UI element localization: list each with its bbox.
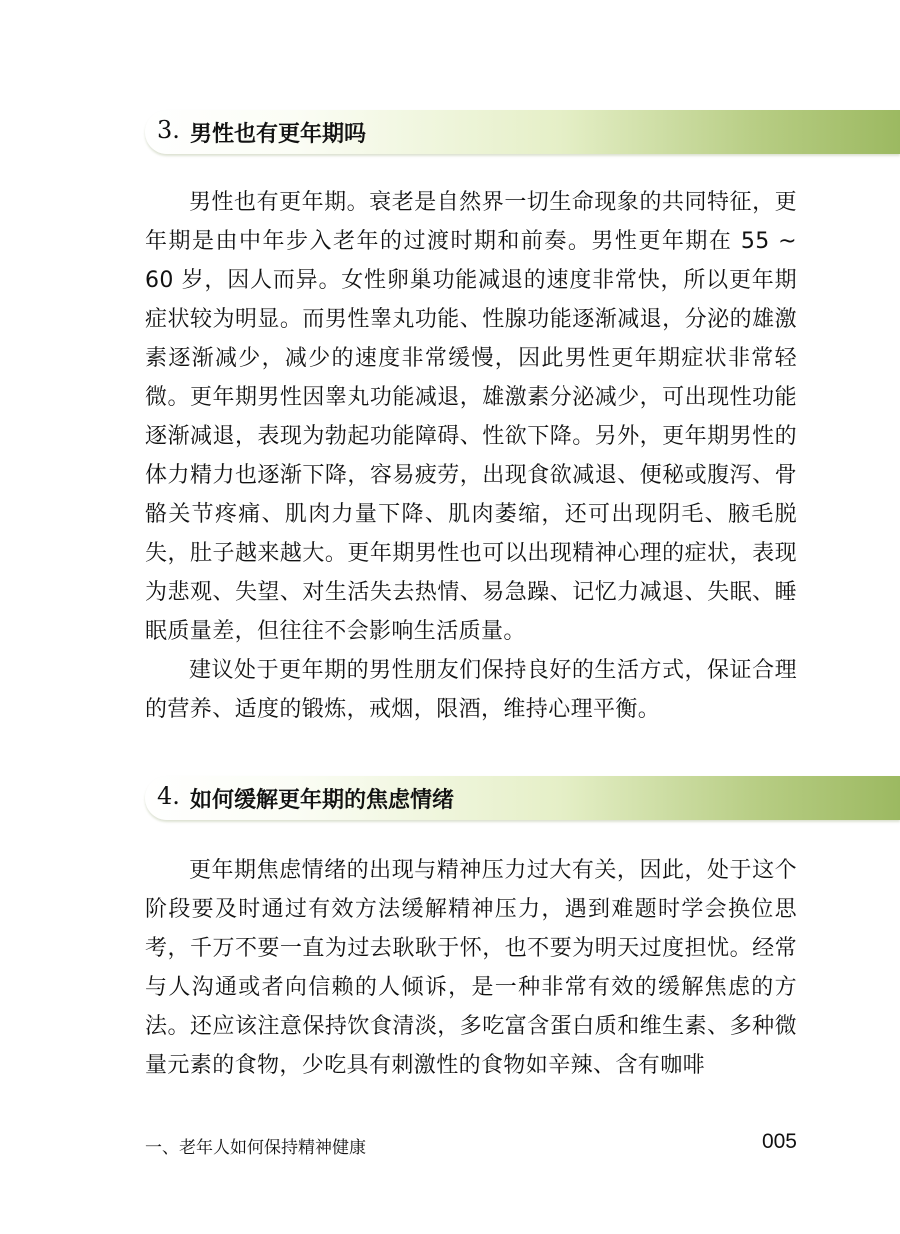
body-paragraph: 更年期焦虑情绪的出现与精神压力过大有关，因此，处于这个阶段要及时通过有效方法缓解精神压力，遇到难题时学会换位思考，千万不要一直为过去耿耿于怀，也不要为明天过度担忧。经常与人沟通或者向信赖的人倾诉，是一种非常有效的缓解焦虑的方法。还应该注意保持饮食清淡，多吃富含蛋白质和维生素、多种微量元素的食物，少吃具有刺激性的食物如辛辣、含有咖啡 [145,858,797,1078]
section-title: 男性也有更年期吗 [190,122,367,147]
body-paragraph: 男性也有更年期。衰老是自然界一切生命现象的共同特征，更年期是由中年步入老年的过渡时期和前奏。男性更年期在 55 ~ 60 岁，因人而异。女性卵巢功能减退的速度非常快，所以更年期症状较为明显。而男性睾丸功能、性腺功能逐渐减退，分泌的雄激素逐渐减少，减少的速度非常缓慢，因此男性更年期症状非常轻微。更年期男性因睾丸功能减退，雄激素分泌减少，可出现性功能逐渐减退，表现为勃起功能障碍、性欲下降。另外，更年期男性的体力精力也逐渐下降，容易疲劳，出现食欲减退、便秘或腹泻、骨骼关节疼痛、肌肉力量下降、肌肉萎缩，还可出现阴毛、腋毛脱失，肚子越来越大。更年期男性也可以出现精神心理的症状，表现为悲观、失望、对生活失去热情、易急躁、记忆力减退、失眠、睡眠质量差，但往往不会影响生活质量。 [145,190,797,644]
section-number: 3. [157,116,180,144]
section-3-heading [145,110,900,154]
chapter-footer: 一、老年人如何保持精神健康 [145,1138,366,1158]
section-number: 4. [157,782,180,810]
body-paragraph: 建议处于更年期的男性朋友们保持良好的生活方式，保证合理的营养、适度的锻炼，戒烟，限酒，维持心理平衡。 [145,658,797,722]
section-4-heading [145,776,900,820]
page-number: 005 [761,1130,797,1153]
section-title: 如何缓解更年期的焦虑情绪 [190,788,455,813]
